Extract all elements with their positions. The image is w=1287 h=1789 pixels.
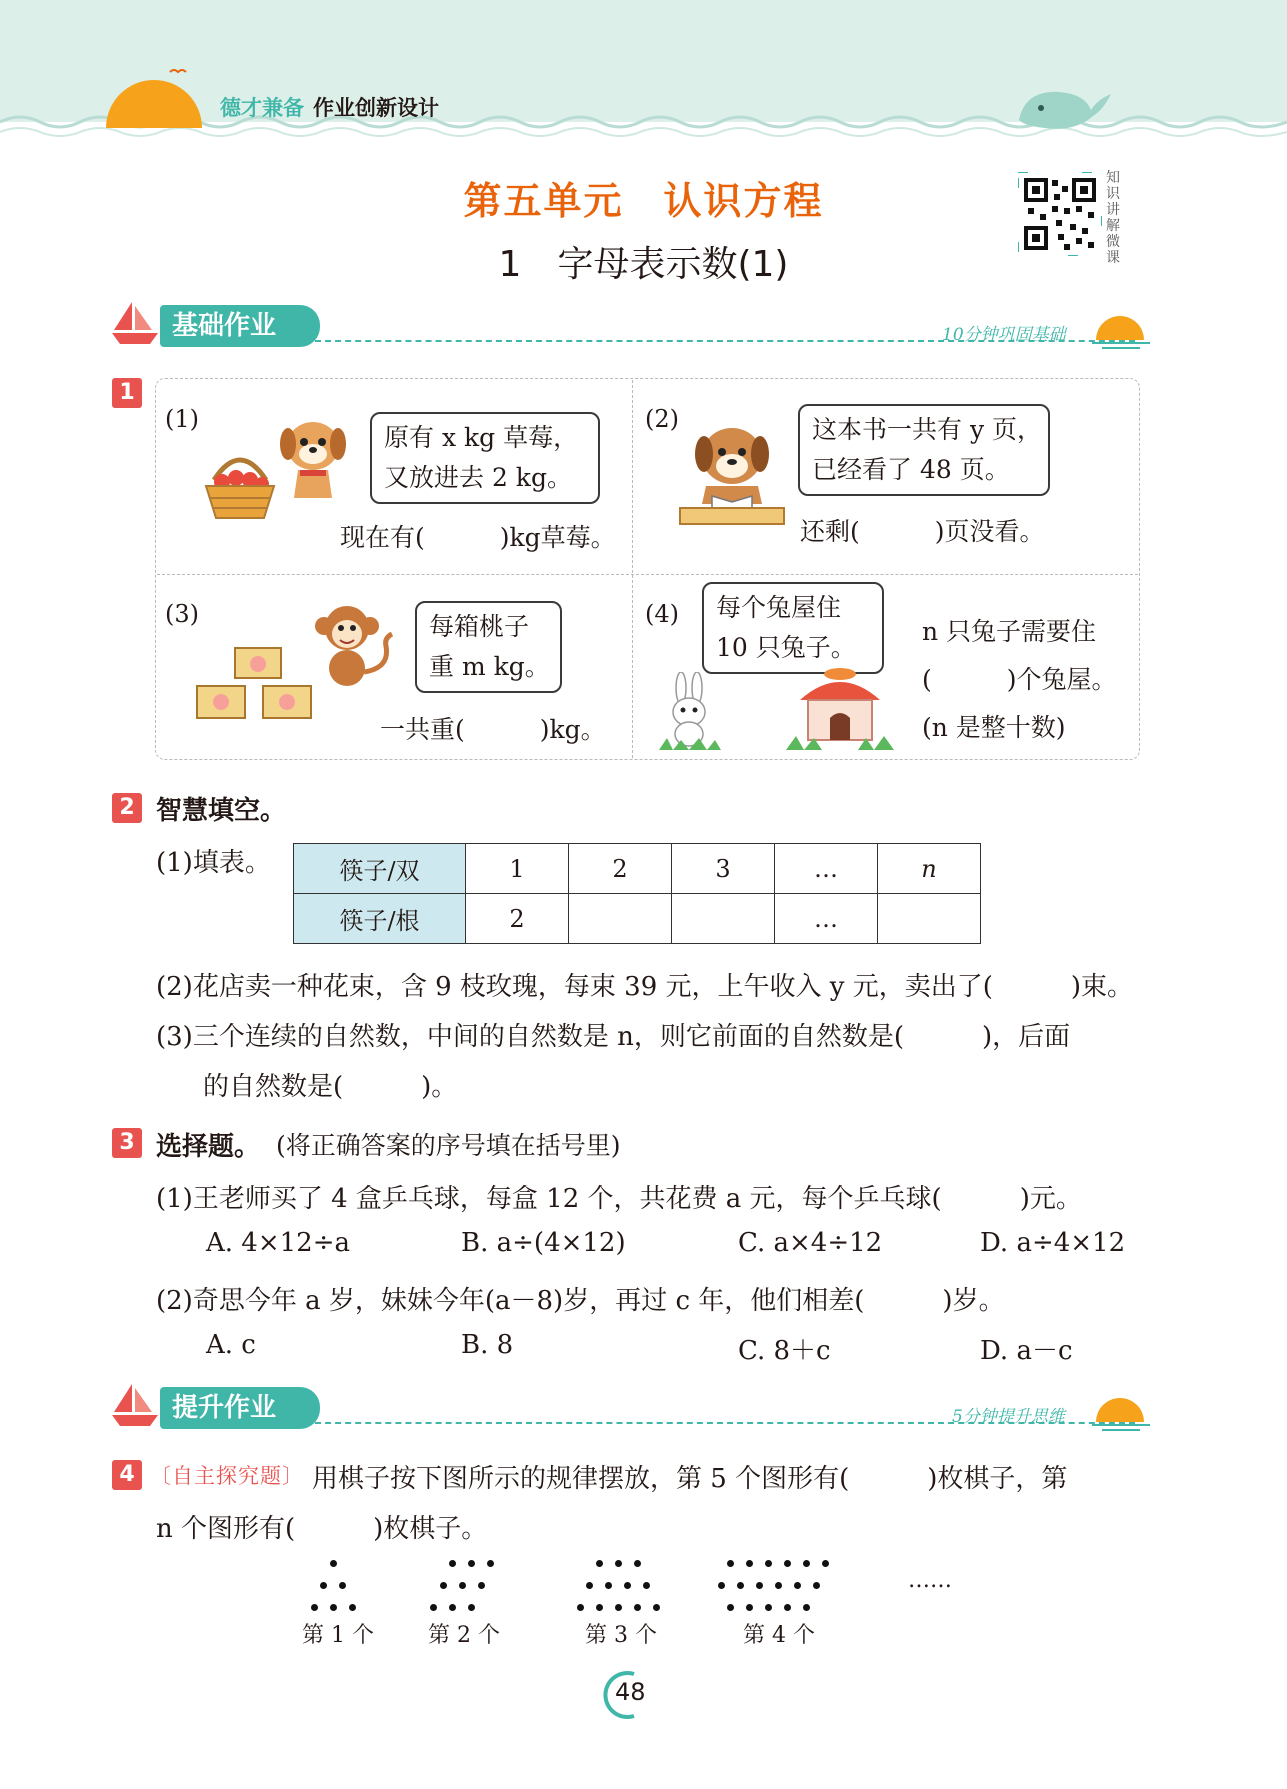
panel-1-number: (1) [165, 405, 199, 433]
panel-2-number: (2) [645, 405, 679, 433]
table-row [294, 894, 981, 944]
strawberry-basket-icon [200, 450, 280, 522]
sailboat-icon [110, 300, 160, 346]
table-answer-cell[interactable] [569, 894, 672, 944]
checker-piece [430, 1604, 437, 1611]
question-3-sub-1: (1)王老师买了 4 盒乒乓球，每盒 12 个，共花费 a 元，每个乒乓球( )元。 [156, 1184, 1082, 1214]
checker-piece [605, 1582, 612, 1589]
question-3-sub-2: (2)奇思今年 a 岁，妹妹今年(a－8)岁，再过 c 年，他们相差( )岁。 [156, 1286, 1005, 1316]
figure-label-3: 第 3 个 [585, 1623, 657, 1648]
question-2-sub-3-line-a[interactable]: (3)三个连续的自然数，中间的自然数是 n，则它前面的自然数是( )，后面 [156, 1022, 1071, 1052]
checker-piece [487, 1560, 494, 1567]
question-3-heading-note: (将正确答案的序号填在括号里) [276, 1131, 621, 1160]
panel-divider-v [632, 380, 633, 758]
panel-2-answer[interactable]: 还剩( )页没看。 [800, 517, 1045, 546]
checker-piece [577, 1604, 584, 1611]
table-answer-cell[interactable] [672, 894, 775, 944]
checker-piece [615, 1560, 622, 1567]
table-cell: 1 [466, 844, 569, 894]
checker-piece [311, 1604, 318, 1611]
checker-piece [813, 1582, 820, 1589]
figure-ellipsis: …… [908, 1568, 952, 1593]
table-answer-cell[interactable] [878, 894, 981, 944]
checker-piece [339, 1582, 346, 1589]
panel-3-number: (3) [165, 600, 199, 628]
checker-piece [775, 1582, 782, 1589]
panel-1-bubble-line-a: 原有 x kg 草莓， [384, 423, 579, 452]
panel-4-number: (4) [645, 600, 679, 628]
question-3-heading: 选择题。 [156, 1132, 261, 1162]
panel-3-bubble-line-b: 重 m kg。 [429, 652, 550, 681]
section-advanced-label: 提升作业 [160, 1387, 320, 1429]
checker-piece [320, 1582, 327, 1589]
monkey-icon [312, 602, 398, 692]
option-2-c[interactable]: C. 8＋c [738, 1336, 831, 1366]
option-1-c[interactable]: C. a×4÷12 [738, 1228, 883, 1258]
panel-4-line-a: n 只兔子需要住 [922, 617, 1097, 646]
checker-piece [784, 1604, 791, 1611]
checker-piece [615, 1604, 622, 1611]
checker-piece [803, 1604, 810, 1611]
table-cell: … [775, 844, 878, 894]
figure-label-2: 第 2 个 [428, 1623, 500, 1648]
checker-piece [746, 1560, 753, 1567]
checker-piece [718, 1582, 725, 1589]
question-1-number: 1 [112, 378, 142, 408]
sunset-icon [1092, 310, 1150, 350]
section-advanced-sub: 5分钟提升思维 [952, 1407, 1065, 1427]
sailboat-icon [110, 1382, 160, 1428]
sunset-icon [1092, 1392, 1150, 1432]
question-3-number: 3 [112, 1128, 142, 1158]
panel-3-bubble [415, 601, 562, 693]
panel-4-bubble [702, 582, 884, 674]
figure-label-1: 第 1 个 [302, 1623, 374, 1648]
puppy-icon [278, 414, 348, 506]
checker-piece [653, 1604, 660, 1611]
panel-1-bubble [370, 412, 600, 504]
dog-reading-icon [676, 420, 788, 528]
checker-piece [794, 1582, 801, 1589]
checker-piece [596, 1560, 603, 1567]
question-2-sub-2[interactable]: (2)花店卖一种花束，含 9 枝玫瑰，每束 39 元，上午收入 y 元，卖出了( )束。 [156, 972, 1134, 1002]
checker-piece [765, 1560, 772, 1567]
lesson-title: 1 字母表示数(1) [498, 244, 789, 285]
checker-piece [727, 1604, 734, 1611]
brand-name-b: 作业创新设计 [313, 96, 439, 120]
checker-piece [468, 1604, 475, 1611]
checker-piece [468, 1560, 475, 1567]
panel-1-bubble-line-b: 又放进去 2 kg。 [384, 463, 572, 492]
checker-piece [634, 1560, 641, 1567]
checker-piece [634, 1604, 641, 1611]
option-2-a[interactable]: A. c [206, 1330, 256, 1360]
checker-piece [727, 1560, 734, 1567]
checker-piece [643, 1582, 650, 1589]
panel-4-line-b[interactable]: ( )个兔屋。 [922, 665, 1117, 694]
option-2-d[interactable]: D. a－c [980, 1336, 1073, 1366]
section-basic-sub: 10分钟巩固基础 [942, 325, 1066, 345]
checker-piece [822, 1560, 829, 1567]
table-row [294, 844, 981, 894]
qr-code-icon[interactable] [1018, 172, 1102, 256]
table-cell: 2 [466, 894, 569, 944]
rabbit-hut-icon [782, 664, 898, 752]
rabbit-icon [655, 672, 725, 752]
table-cell: n [878, 844, 981, 894]
section-basic-label: 基础作业 [160, 305, 320, 347]
brand-name-a: 德才兼备 [220, 96, 304, 120]
panel-divider-h [157, 574, 1138, 575]
question-2-sub-1: (1)填表。 [156, 848, 271, 878]
checker-piece [803, 1560, 810, 1567]
option-1-d[interactable]: D. a÷4×12 [980, 1228, 1126, 1258]
question-4-number: 4 [112, 1460, 142, 1490]
question-4-tag: 〔自主探究题〕 [150, 1464, 304, 1488]
whale-icon [1015, 76, 1115, 132]
checker-piece [349, 1604, 356, 1611]
figure-label-4: 第 4 个 [743, 1623, 815, 1648]
page-number: 48 [615, 1678, 646, 1706]
checker-piece [746, 1604, 753, 1611]
sun-logo [100, 62, 210, 132]
panel-2-bubble [798, 404, 1050, 496]
option-1-a[interactable]: A. 4×12÷a [206, 1228, 351, 1258]
checker-piece [756, 1582, 763, 1589]
panel-4-bubble-line-a: 每个兔屋住 [716, 593, 842, 622]
panel-4-line-c: (n 是整十数) [922, 713, 1066, 742]
panel-3-answer[interactable]: 一共重( )kg。 [380, 715, 606, 744]
table-cell: 筷子/根 [294, 894, 466, 944]
panel-4-bubble-line-b: 10 只兔子。 [716, 633, 856, 662]
checker-piece [330, 1560, 337, 1567]
chopsticks-table [293, 843, 981, 944]
question-4-line-b[interactable]: n 个图形有( )枚棋子。 [156, 1514, 488, 1544]
checker-piece [784, 1560, 791, 1567]
question-2-sub-3-line-b[interactable]: 的自然数是( )。 [203, 1072, 458, 1102]
question-2-heading: 智慧填空。 [156, 796, 287, 826]
question-4-line-a[interactable]: 用棋子按下图所示的规律摆放，第 5 个图形有( )枚棋子，第 [312, 1464, 1068, 1494]
checker-piece [449, 1560, 456, 1567]
checker-piece [765, 1604, 772, 1611]
checker-piece [737, 1582, 744, 1589]
unit-title: 第五单元 认识方程 [463, 179, 824, 223]
panel-1-answer[interactable]: 现在有( )kg草莓。 [340, 523, 616, 552]
checker-piece [624, 1582, 631, 1589]
checker-piece [478, 1582, 485, 1589]
checker-piece [449, 1604, 456, 1611]
question-2-number: 2 [112, 793, 142, 823]
table-cell: … [775, 894, 878, 944]
panel-3-bubble-line-a: 每箱桃子 [429, 612, 530, 641]
checker-piece [440, 1582, 447, 1589]
peach-boxes-icon [195, 644, 317, 724]
panel-2-bubble-line-b: 已经看了 48 页。 [812, 455, 1010, 484]
checker-piece [586, 1582, 593, 1589]
checker-piece [459, 1582, 466, 1589]
checker-piece [596, 1604, 603, 1611]
table-cell: 2 [569, 844, 672, 894]
option-2-b[interactable]: B. 8 [461, 1330, 514, 1360]
table-cell: 3 [672, 844, 775, 894]
qr-label: 知识讲解微课 [1106, 170, 1120, 266]
table-cell: 筷子/双 [294, 844, 466, 894]
checker-piece [330, 1604, 337, 1611]
option-1-b[interactable]: B. a÷(4×12) [461, 1228, 626, 1258]
panel-2-bubble-line-a: 这本书一共有 y 页， [812, 415, 1043, 444]
